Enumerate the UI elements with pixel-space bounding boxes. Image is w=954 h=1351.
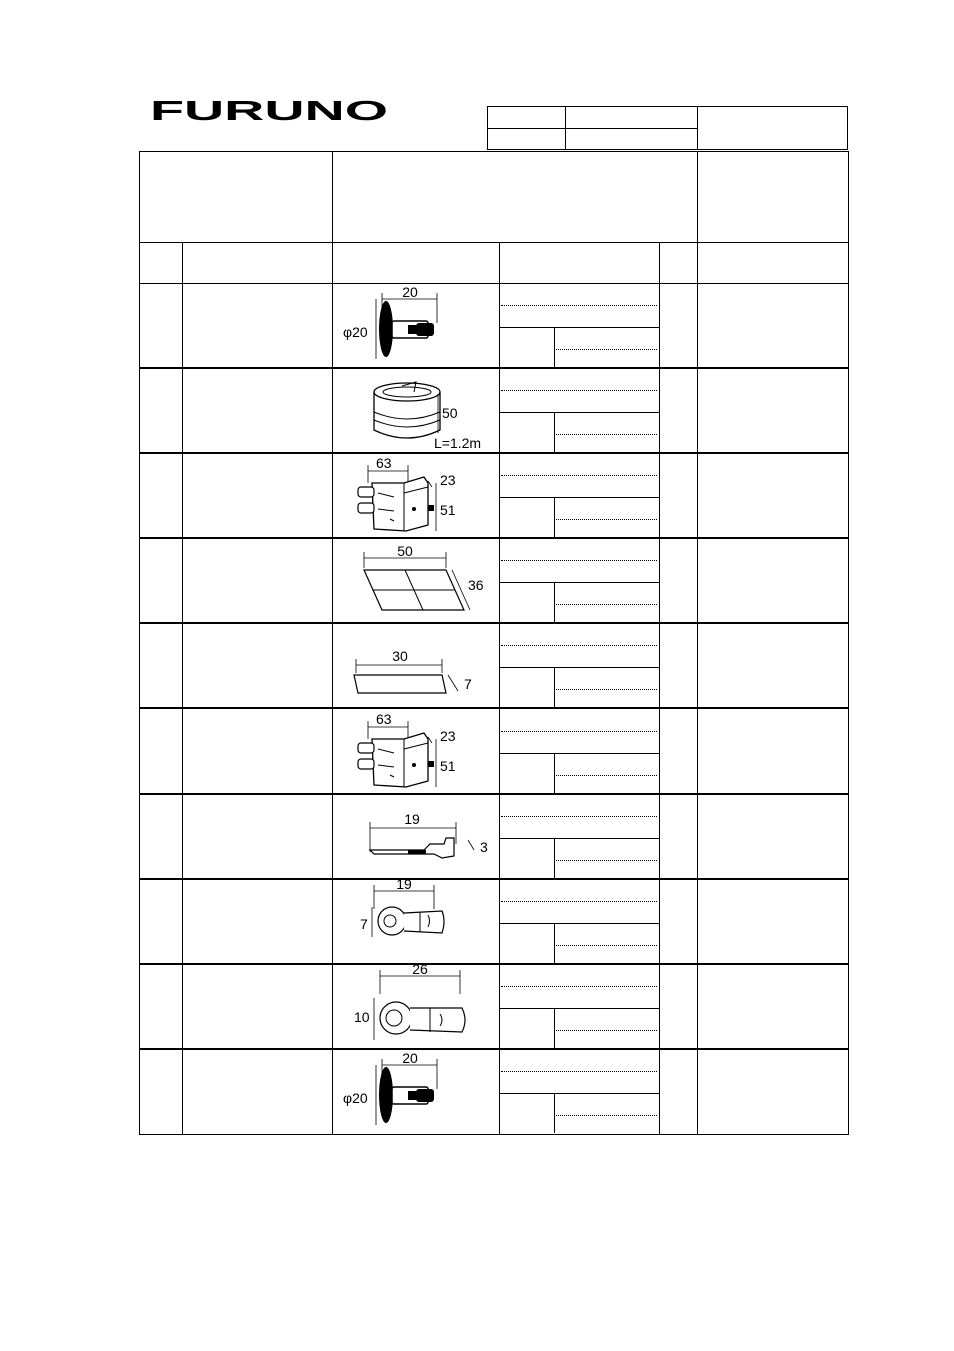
dimension-label: 7 [464, 676, 472, 693]
part-outline-drawing [334, 453, 500, 537]
title-band-bottom [140, 242, 848, 243]
part-row [140, 283, 848, 368]
furuno-logo-text: FURUNO [150, 98, 388, 124]
qty-subcolumn [554, 1093, 555, 1133]
dimension-label: 36 [468, 577, 484, 594]
part-row [140, 623, 848, 708]
plug-diagram [334, 283, 498, 367]
qty-subdivider [500, 753, 659, 754]
part-row [140, 879, 848, 964]
title-divider [332, 152, 333, 242]
dotted-line [556, 775, 657, 776]
dotted-line [501, 1071, 657, 1072]
dotted-line [501, 645, 657, 646]
dimension-label: 63 [376, 710, 392, 727]
part-outline-drawing [334, 709, 500, 793]
qty-subdivider [500, 582, 659, 583]
dotted-line [556, 434, 657, 435]
qty-subcolumn [554, 412, 555, 452]
part-outline-drawing [334, 879, 500, 963]
dotted-line [501, 901, 657, 902]
dimension-label: 51 [440, 502, 456, 519]
dimension-label: 23 [440, 727, 456, 744]
qty-subcolumn [554, 753, 555, 793]
part-row [140, 709, 848, 794]
strip-diagram [334, 623, 498, 707]
qty-subdivider [500, 667, 659, 668]
dimension-label: φ20 [343, 324, 368, 340]
part-row [140, 368, 848, 453]
dotted-line [556, 1030, 657, 1031]
dimension-label: 51 [440, 757, 456, 774]
dotted-line [501, 305, 657, 306]
part-outline-drawing [334, 283, 500, 367]
dotted-line [556, 1115, 657, 1116]
document-header-box [487, 106, 848, 150]
part-row [140, 794, 848, 879]
dimension-label: φ20 [343, 1089, 368, 1106]
dotted-line [556, 689, 657, 690]
qty-subcolumn [554, 667, 555, 707]
dimension-label: L=1.2m [434, 435, 482, 452]
dimension-label: 50 [442, 405, 458, 422]
dotted-line [556, 945, 657, 946]
dotted-line [556, 349, 657, 350]
flat-terminal-diagram [334, 794, 498, 878]
part-row [140, 1049, 848, 1134]
tape-diagram [334, 368, 498, 452]
qty-subcolumn [554, 582, 555, 622]
dimension-label: 30 [392, 648, 408, 665]
header-divider [488, 128, 697, 129]
dimension-label: 20 [402, 284, 418, 300]
dimension-label: 26 [412, 963, 428, 977]
qty-subcolumn [554, 838, 555, 878]
dotted-line [501, 986, 657, 987]
part-outline-drawing [334, 623, 500, 707]
dimension-label: 50 [397, 543, 413, 560]
dotted-line [501, 731, 657, 732]
dotted-line [556, 860, 657, 861]
sheet-diagram [334, 538, 498, 622]
parts-list-table [139, 151, 849, 1135]
plug-diagram [334, 1049, 498, 1133]
qty-subcolumn [554, 327, 555, 367]
qty-subcolumn [554, 1008, 555, 1048]
block-diagram [334, 709, 498, 793]
dimension-label: 7 [360, 915, 368, 932]
furuno-logo [148, 98, 390, 124]
dimension-label: 63 [376, 455, 392, 472]
dotted-line [501, 390, 657, 391]
qty-subdivider [500, 1008, 659, 1009]
qty-subdivider [500, 412, 659, 413]
dimension-label: 23 [440, 472, 456, 489]
dotted-line [501, 816, 657, 817]
part-outline-drawing [334, 794, 500, 878]
dimension-label: 10 [354, 1008, 370, 1025]
dimension-label: 20 [402, 1049, 418, 1066]
dotted-line [501, 475, 657, 476]
qty-subdivider [500, 327, 659, 328]
dimension-label: 19 [404, 810, 420, 827]
part-row [140, 964, 848, 1049]
part-row [140, 538, 848, 623]
part-row [140, 453, 848, 538]
ring-terminal-diagram [334, 879, 498, 963]
qty-subdivider [500, 497, 659, 498]
dimension-label: 19 [396, 878, 412, 892]
qty-subdivider [500, 838, 659, 839]
qty-subdivider [500, 923, 659, 924]
part-outline-drawing [334, 1049, 500, 1133]
qty-subdivider [500, 1093, 659, 1094]
dimension-label: 3 [480, 838, 488, 855]
part-outline-drawing [334, 964, 500, 1048]
part-outline-drawing [334, 368, 500, 452]
block-diagram [334, 453, 498, 537]
dotted-line [556, 519, 657, 520]
dotted-line [556, 604, 657, 605]
qty-subcolumn [554, 923, 555, 963]
part-outline-drawing [334, 538, 500, 622]
dotted-line [501, 560, 657, 561]
qty-subcolumn [554, 497, 555, 537]
ring-terminal-diagram [334, 964, 498, 1048]
